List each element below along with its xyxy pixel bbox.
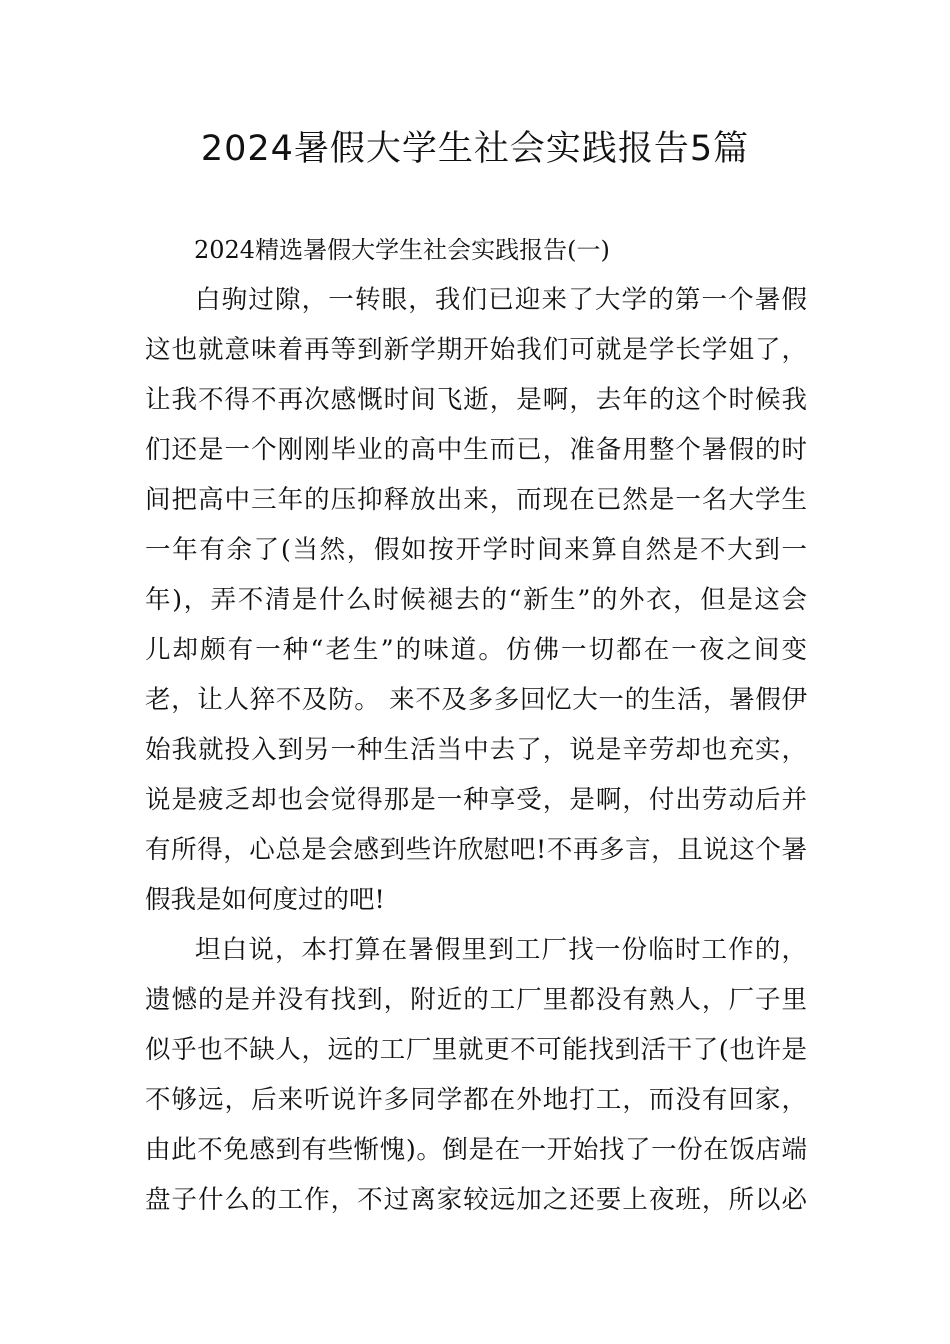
text-line: 坦白说，本打算在暑假里到工厂找一份临时工作的， <box>195 935 807 965</box>
text-line: 年)，弄不清是什么时候褪去的“新生”的外衣，但是这会 <box>145 585 807 615</box>
text-line: 老，让人猝不及防。 来不及多多回忆大一的生活，暑假伊 <box>145 685 807 715</box>
paragraph-2 <box>145 925 807 1225</box>
text-line: 似乎也不缺人，远的工厂里就更不可能找到活干了(也许是 <box>145 1035 807 1065</box>
text-line: 白驹过隙，一转眼，我们已迎来了大学的第一个暑假 <box>195 285 807 315</box>
text-line: 假我是如何度过的吧! <box>145 885 385 915</box>
text-line: 说是疲乏却也会觉得那是一种享受，是啊，付出劳动后并 <box>145 785 807 815</box>
text-line: 一年有余了(当然，假如按开学时间来算自然是不大到一 <box>145 535 807 565</box>
text-line: 由此不免感到有些惭愧)。倒是在一开始找了一份在饭店端 <box>145 1135 807 1165</box>
section-heading: 2024精选暑假大学生社会实践报告(一) <box>194 236 610 264</box>
text-line: 始我就投入到另一种生活当中去了，说是辛劳却也充实， <box>145 735 807 765</box>
text-line: 遗憾的是并没有找到，附近的工厂里都没有熟人，厂子里 <box>145 985 807 1015</box>
text-line: 这也就意味着再等到新学期开始我们可就是学长学姐了， <box>145 335 807 365</box>
paragraph-1 <box>145 275 807 925</box>
text-line: 儿却颇有一种“老生”的味道。仿佛一切都在一夜之间变 <box>145 635 807 665</box>
text-line: 间把高中三年的压抑释放出来，而现在已然是一名大学生 <box>145 485 807 515</box>
text-line: 不够远，后来听说许多同学都在外地打工，而没有回家， <box>145 1085 807 1115</box>
text-line: 让我不得不再次感慨时间飞逝，是啊，去年的这个时候我 <box>145 385 807 415</box>
text-line: 盘子什么的工作，不过离家较远加之还要上夜班，所以必 <box>145 1185 807 1215</box>
text-line: 们还是一个刚刚毕业的高中生而已，准备用整个暑假的时 <box>145 435 807 465</box>
text-line: 有所得，心总是会感到些许欣慰吧!不再多言，且说这个暑 <box>145 835 807 865</box>
document-title: 2024暑假大学生社会实践报告5篇 <box>200 129 750 169</box>
